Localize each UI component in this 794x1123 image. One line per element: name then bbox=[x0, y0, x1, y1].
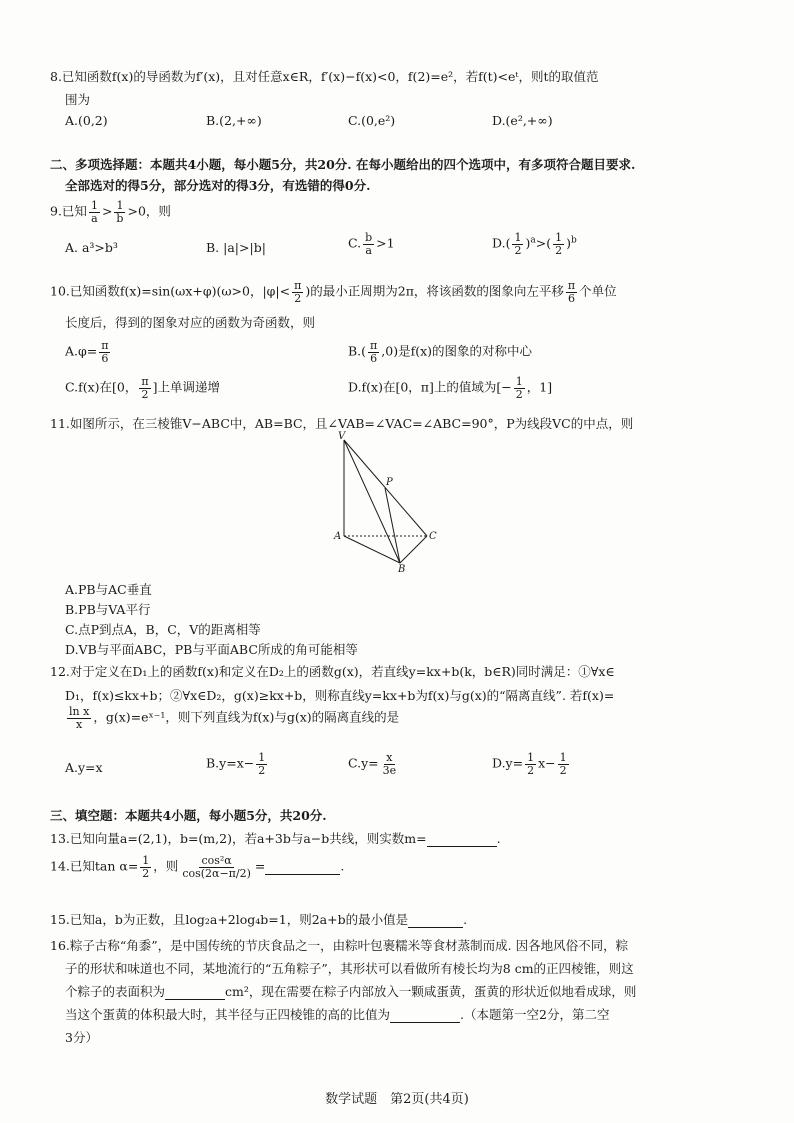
q8-line1: 8.已知函数f(x)的导函数为f′(x)，且对任意x∈R，f′(x)−f(x)<0，f(2)=e²，若f(t)<eᵗ，则t的取值范 bbox=[50, 69, 599, 84]
section3-heading: 三、填空题：本题共4小题，每小题5分，共20分. bbox=[50, 808, 327, 823]
label-b: B bbox=[398, 564, 406, 573]
q11-line1: 11.如图所示，在三棱锥V−ABC中，AB=BC，且∠VAB=∠VAC=∠ABC=90°，P为线段VC的中点，则 bbox=[50, 416, 634, 431]
q15-text: 15.已知a，b为正数，且log₂a+2log₄b=1，则2a+b的最小值是 . bbox=[50, 912, 468, 927]
q14-text: 14.已知tan α= $\frac{1}{2}$ ，则 $\frac{\text{cos²α}}{\cos(2\alpha-\pi/2)}$ = . bbox=[50, 854, 345, 880]
q16-line2: 子的形状和味道也不同，某地流行的“五角粽子”，其形状可以看做所有棱长均为8 cm的正四棱锥，则这 bbox=[65, 961, 634, 976]
label-c: C bbox=[429, 531, 437, 542]
label-v: V bbox=[338, 431, 346, 442]
q8-option-c: C.(0,e²) bbox=[348, 113, 396, 128]
q12-option-b: B.y=x− $\frac{1}{2}$ bbox=[206, 751, 266, 777]
q16-line5: 3分） bbox=[65, 1030, 98, 1045]
q12-line3: $\frac{\text{ln x}}{x}$ ，g(x)=eˣ⁻¹，则下列直线为f(x)与g(x)的隔离直线的是 bbox=[69, 705, 400, 731]
q9-option-c: C. $\frac{b}{a}$ >1 bbox=[348, 231, 395, 257]
q10-option-d: D.f(x)在[0，π]上的值域为[− $\frac{1}{2}$ ，1] bbox=[348, 375, 553, 401]
section2-note: 全部选对的得5分，部分选对的得3分，有选错的得0分. bbox=[65, 178, 371, 193]
q14-answer-blank[interactable] bbox=[265, 859, 340, 875]
q16-line4: 当这个蛋黄的体积最大时，其半径与正四棱锥的高的比值为 .（本题第一空2分，第二空 bbox=[65, 1007, 610, 1022]
q10-option-c: C.f(x)在[0， $\frac{\pi}{2}$ ]上单调递增 bbox=[65, 375, 220, 401]
q11-option-b: B.PB与VA平行 bbox=[65, 602, 151, 617]
q8-option-b: B.(2,+∞) bbox=[206, 113, 262, 128]
q16-line1: 16.粽子古称“角黍”，是中国传统的节庆食品之一，由粽叶包裹糯米等食材蒸制而成. 因各地风俗不同，粽 bbox=[50, 938, 629, 953]
q16-blank-1[interactable] bbox=[165, 984, 225, 1000]
q16-line3: 个粽子的表面积为 cm²，现在需要在粽子内部放入一颗咸蛋黄，蛋黄的形状近似地看成球，则 bbox=[65, 984, 637, 999]
pyramid-figure bbox=[330, 428, 445, 573]
page-footer: 数学试题 第2页(共4页) bbox=[325, 1092, 469, 1107]
q13-answer-blank[interactable] bbox=[427, 831, 497, 847]
q8-line2: 围为 bbox=[65, 92, 91, 107]
q9-option-d: D.( $\frac{1}{2}$ )$^a$>( $\frac{1}{2}$ )$^b$ bbox=[492, 231, 577, 257]
q12-option-d: D.y= $\frac{1}{2}$ x− $\frac{1}{2}$ bbox=[492, 751, 567, 777]
q12-option-a: A.y=x bbox=[65, 760, 103, 775]
q12-option-c: C.y= $\frac{x}{3e}$ bbox=[348, 751, 397, 777]
q10-line1: 10.已知函数f(x)=sin(ωx+φ)(ω>0，|φ|< $\frac{\pi}{2}$ )的最小正周期为2π，将该函数的图象向左平移 $\frac{\pi}{6}$ 个单位 bbox=[50, 279, 617, 305]
q10-line2: 长度后，得到的图象对应的函数为奇函数，则 bbox=[65, 315, 316, 330]
label-p: P bbox=[386, 477, 393, 488]
q10-option-b: B.( $\frac{\pi}{6}$ ,0)是f(x)的图象的对称中心 bbox=[348, 339, 533, 365]
q11-option-d: D.VB与平面ABC，PB与平面ABC所成的角可能相等 bbox=[65, 642, 358, 657]
q10-option-a: A.φ= $\frac{\pi}{6}$ bbox=[65, 339, 109, 365]
q15-answer-blank[interactable] bbox=[408, 912, 463, 928]
q13-text: 13.已知向量a=(2,1)，b=(m,2)，若a+3b与a−b共线，则实数m= . bbox=[50, 831, 501, 846]
q11-option-a: A.PB与AC垂直 bbox=[65, 582, 152, 597]
q8-option-d: D.(e²,+∞) bbox=[492, 113, 553, 128]
q9-option-b: B. |a|>|b| bbox=[206, 240, 266, 255]
q12-line1: 12.对于定义在D₁上的函数f(x)和定义在D₂上的函数g(x)，若直线y=kx+b(k，b∈R)同时满足：①∀x∈ bbox=[50, 664, 615, 679]
q16-blank-2[interactable] bbox=[390, 1007, 460, 1023]
q11-option-c: C.点P到点A，B，C，V的距离相等 bbox=[65, 622, 261, 637]
label-a: A bbox=[334, 531, 342, 542]
q9-option-a: A. a³>b³ bbox=[65, 240, 118, 255]
section2-heading: 二、多项选择题：本题共4小题，每小题5分，共20分. 在每小题给出的四个选项中，有多项符合题目要求. bbox=[50, 157, 636, 172]
q9-stem: 9.已知 $\frac{1}{a}$ > $\frac{1}{b}$ >0，则 bbox=[50, 199, 171, 225]
q8-option-a: A.(0,2) bbox=[65, 113, 108, 128]
q12-line2: D₁，f(x)≤kx+b；②∀x∈D₂，g(x)≥kx+b，则称直线y=kx+b为f(x)与g(x)的“隔离直线”. 若f(x)= bbox=[65, 688, 615, 703]
